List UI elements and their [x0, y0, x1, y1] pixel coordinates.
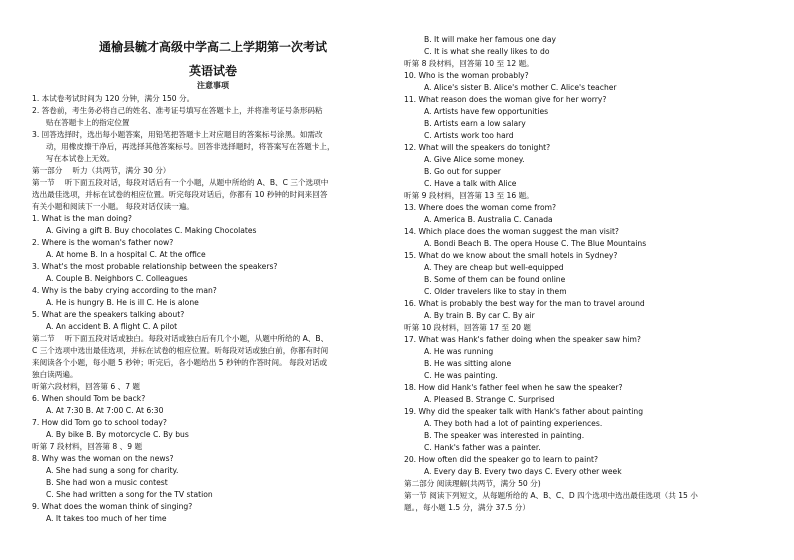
text-line: 16. What is probably the best way for the man to travel around	[404, 299, 645, 308]
text-line: A. At home B. In a hospital C. At the office	[46, 250, 206, 259]
text-line: A. Every day B. Every two days C. Every other week	[424, 467, 622, 476]
text-line: C. It is what she really likes to do	[424, 47, 550, 56]
text-line: 10. Who is the woman probably?	[404, 71, 529, 80]
text-line: A. An accident B. A flight C. A pilot	[46, 322, 178, 331]
text-line: A. He was running	[424, 347, 494, 356]
text-line: C. She had written a song for the TV station	[46, 490, 213, 499]
left-column-text	[32, 93, 394, 525]
text-line: 1. What is the man doing?	[32, 214, 132, 223]
right-column-text	[404, 34, 770, 514]
text-line: 11. What reason does the woman give for her worry?	[404, 95, 607, 104]
text-line: A. They both had a lot of painting experiences.	[424, 419, 603, 428]
text-line: B. Go out for supper	[424, 167, 501, 176]
text-line: 写在本试卷上无效。	[46, 154, 115, 163]
text-line: 15. What do we know about the small hotels in Sydney?	[404, 251, 618, 260]
text-line: A. America B. Australia C. Canada	[424, 215, 553, 224]
text-line: B. The speaker was interested in painting.	[424, 431, 585, 440]
text-line: 来阅读各个小题，每小题 5 秒钟；听完后，各小题给出 5 秒钟的作答时间。 每段对话或	[32, 358, 328, 367]
text-line: C. Have a talk with Alice	[424, 179, 517, 188]
text-line: 2. Where is the woman's father now?	[32, 238, 174, 247]
text-line: 第二节 听下面五段对话或独白。每段对话或独白后有几个小题，从题中所给的 A、B、	[32, 334, 329, 343]
text-line: 有关小题和阅读下一小题。 每段对话仅读一遍。	[32, 202, 194, 211]
notice-heading: 注意事项	[197, 81, 229, 90]
text-line: 5. What are the speakers talking about?	[32, 310, 185, 319]
text-line: A. By bike B. By motorcycle C. By bus	[46, 430, 189, 439]
text-line: 听第 9 段材料，回答第 13 至 16 题。	[404, 191, 534, 200]
text-line: 贴在答题卡上的指定位置	[46, 118, 130, 127]
text-line: 第一节 阅读下列短文，从每题所给的 A、B、C、D 四个选项中选出最佳选项（共 15 小	[404, 491, 698, 500]
text-line: 第一部分 听力（共两节，满分 30 分）	[32, 166, 171, 175]
text-line: 19. Why did the speaker talk with Hank's father about painting	[404, 407, 644, 416]
text-line: 12. What will the speakers do tonight?	[404, 143, 551, 152]
text-line: C 三个选项中选出最佳选项，并标在试卷的相应位置。听每段对话或独白前，你都有时间	[32, 346, 329, 355]
text-line: 13. Where does the woman come from?	[404, 203, 557, 212]
text-line: 7. How did Tom go to school today?	[32, 418, 167, 427]
text-line: 选出最佳选项，并标在试卷的相应位置。听完每段对话后，你都有 10 秒钟的时间来回答	[32, 190, 328, 199]
text-line: A. Giving a gift B. Buy chocolates C. Making Chocolates	[46, 226, 257, 235]
text-line: 4. Why is the baby crying according to the man?	[32, 286, 217, 295]
text-line: 听第 10 段材料，回答第 17 至 20 题	[404, 323, 532, 332]
text-line: 第一节 听下面五段对话，每段对话后有一个小题，从题中所给的 A、B、C 三个选项中	[32, 178, 329, 187]
text-line: 3. 回答选择时，选出每小题答案，用铅笔把答题卡上对应题目的答案标号涂黑。如需改	[32, 130, 323, 139]
text-line: C. Artists work too hard	[424, 131, 514, 140]
text-line: B. She had won a music contest	[46, 478, 168, 487]
text-line: 第二部分 阅读理解(共两节，满分 50 分)	[404, 479, 541, 488]
exam-subtitle: 英语试卷	[188, 64, 237, 78]
text-line: 18. How did Hank's father feel when he saw the speaker?	[404, 383, 623, 392]
text-line: A. Couple B. Neighbors C. Colleagues	[46, 274, 188, 283]
text-line: 17. What was Hank's father doing when the speaker saw him?	[404, 335, 641, 344]
text-line: A. Give Alice some money.	[424, 155, 525, 164]
text-line: 14. Which place does the woman suggest the man visit?	[404, 227, 619, 236]
text-line: B. It will make her famous one day	[424, 35, 556, 44]
text-line: A. Alice's sister B. Alice's mother C. Alice's teacher	[424, 83, 617, 92]
text-line: 9. What does the woman think of singing?	[32, 502, 193, 511]
text-line: 听第 7 段材料，回答第 8 、9 题	[32, 442, 143, 451]
text-line: A. Bondi Beach B. The opera House C. The Blue Mountains	[424, 239, 647, 248]
text-line: C. He was painting.	[424, 371, 498, 380]
text-line: 动，用橡皮擦干净后，再选择其他答案标号。回答非选择题时，将答案写在答题卡上，	[46, 142, 335, 151]
text-line: 1. 本试卷考试时间为 120 分钟，满分 150 分。	[32, 94, 195, 103]
text-line: A. She had sung a song for charity.	[46, 466, 179, 475]
text-line: 6. When should Tom be back?	[32, 394, 146, 403]
text-line: C. Older travelers like to stay in them	[424, 287, 567, 296]
text-line: A. It takes too much of her time	[46, 514, 167, 523]
text-line: A. At 7:30 B. At 7:00 C. At 6:30	[46, 406, 164, 415]
text-line: A. By train B. By car C. By air	[424, 311, 535, 320]
text-line: A. They are cheap but well-equipped	[424, 263, 564, 272]
text-line: C. Hank's father was a painter.	[424, 443, 541, 452]
text-line: 听第六段材料，回答第 6 、7 题	[32, 382, 141, 391]
text-line: 20. How often did the speaker go to learn to paint?	[404, 455, 599, 464]
text-line: 8. Why was the woman on the news?	[32, 454, 174, 463]
text-line: 3. What's the most probable relationship between the speakers?	[32, 262, 278, 271]
text-line: A. He is hungry B. He is ill C. He is alone	[46, 298, 199, 307]
text-line: A. Pleased B. Strange C. Surprised	[424, 395, 555, 404]
text-line: 题。，每小题 1.5 分，满分 37.5 分）	[404, 503, 530, 512]
exam-title: 通榆县毓才高级中学高二上学期第一次考试	[98, 40, 327, 54]
text-line: 独白读两遍。	[32, 370, 78, 379]
text-line: B. He was sitting alone	[424, 359, 512, 368]
text-line: 听第 8 段材料，回答第 10 至 12 题。	[404, 59, 534, 68]
text-line: B. Some of them can be found online	[424, 275, 566, 284]
text-line: 2. 答卷前，考生务必将自己的姓名、准考证号填写在答题卡上，并将准考证号条形码粘	[32, 106, 323, 115]
text-line: B. Artists earn a low salary	[424, 119, 526, 128]
text-line: A. Artists have few opportunities	[424, 107, 549, 116]
